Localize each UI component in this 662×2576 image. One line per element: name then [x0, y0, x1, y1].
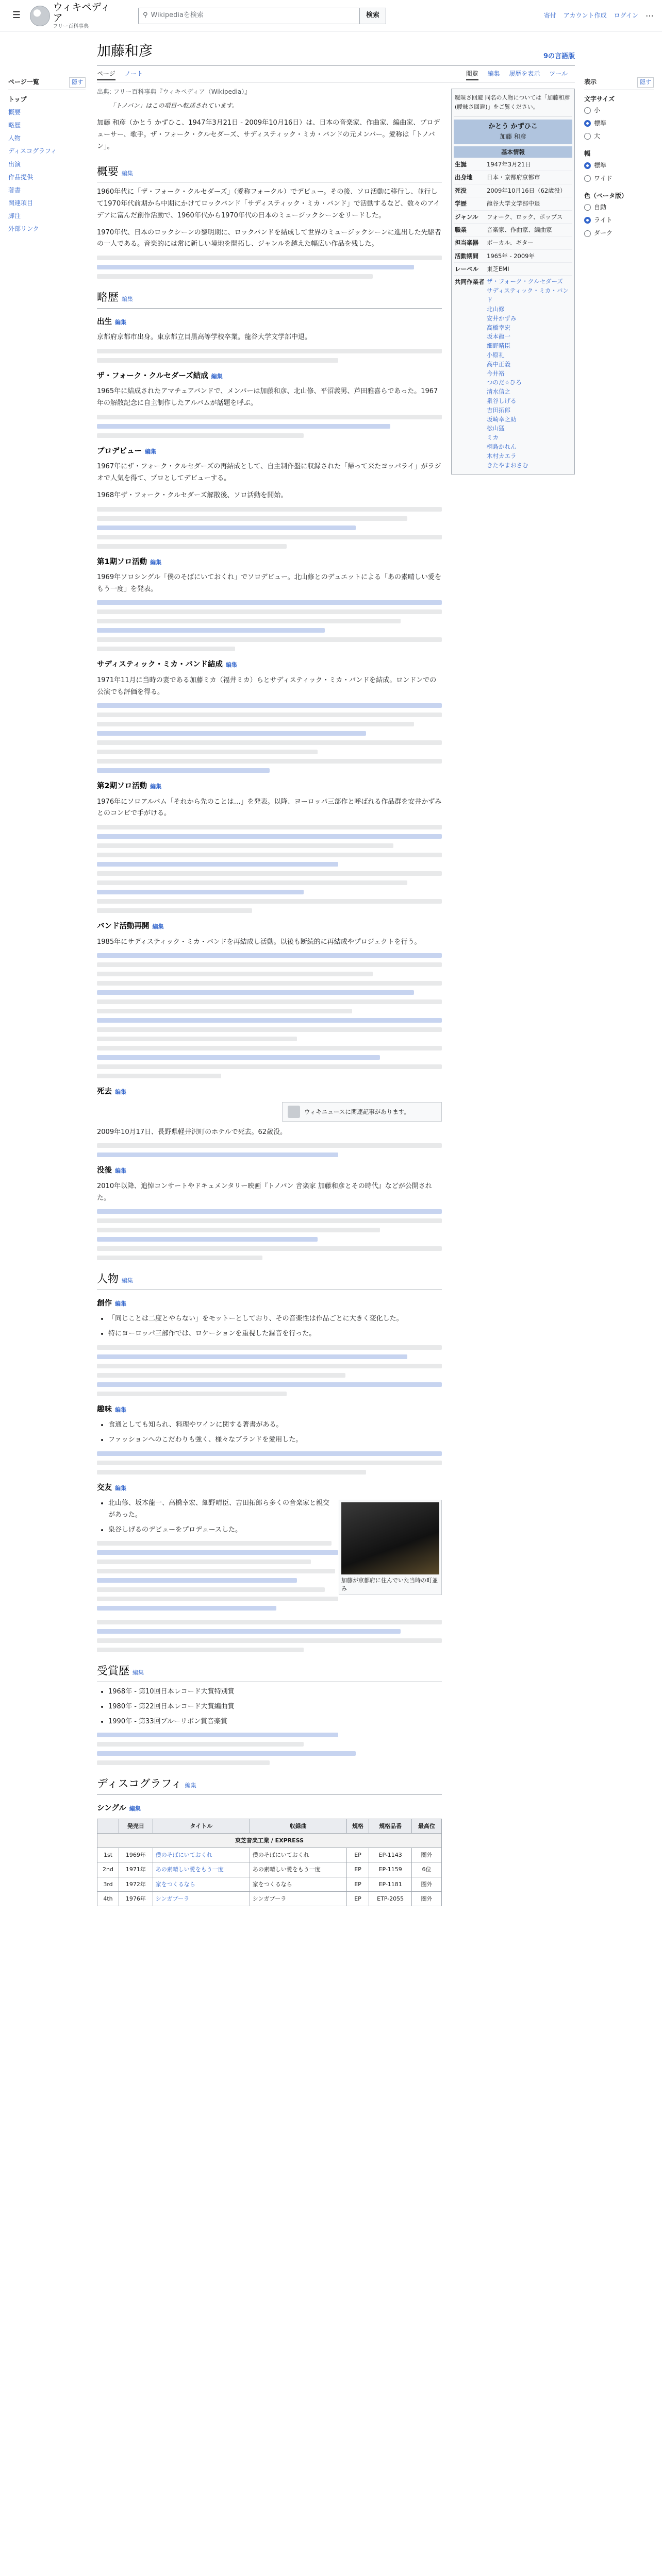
radio-icon — [584, 107, 591, 114]
edit-link[interactable]: 編集 — [211, 373, 223, 380]
infobox — [451, 89, 575, 474]
tab-history[interactable]: 履歴を表示 — [509, 70, 540, 78]
section-title: 概要 — [97, 165, 119, 178]
edit-link[interactable]: 編集 — [115, 1089, 126, 1096]
list-item: • 食通としても知られ、料理やワインに関する著書がある。 — [108, 1419, 442, 1431]
table-cell: 圏外 — [412, 1877, 442, 1891]
table-row — [97, 1848, 442, 1862]
text-size-option[interactable]: 大 — [584, 130, 654, 143]
list-item: • 1980年 - 第22回日本レコード大賞編曲賞 — [108, 1701, 442, 1713]
wikinews-box — [282, 1102, 442, 1122]
subsection-title: プロデビュー — [97, 447, 142, 455]
infobox-subtitle: 加藤 和彦 — [500, 133, 526, 141]
table-cell: シンガプーラ — [250, 1891, 346, 1906]
table-cell: EP-1181 — [369, 1877, 412, 1891]
table-header[interactable]: 規格 — [346, 1819, 369, 1833]
photo-thumbnail[interactable] — [339, 1500, 442, 1595]
radio-selected-icon — [584, 162, 591, 169]
associated-act-link[interactable]: ザ・フォーク・クルセダーズ — [487, 278, 564, 285]
user-links — [544, 9, 654, 23]
paragraph: 2010年以降、追悼コンサートやドキュメンタリー映画『トノバン 音楽家 加藤和彦とその時代』などが公開された。 — [97, 1182, 432, 1202]
login-link[interactable]: ログイン — [614, 11, 638, 19]
subsection-heading — [97, 780, 442, 793]
infobox-key: レーベル — [455, 265, 478, 273]
tab-edit[interactable]: 編集 — [487, 70, 500, 78]
table-header[interactable]: 最高位 — [412, 1819, 442, 1833]
toc-item[interactable]: 概要 — [8, 108, 21, 116]
tab-page[interactable]: ページ — [97, 70, 115, 80]
subsection-title: 創作 — [97, 1299, 112, 1308]
edit-link[interactable]: 編集 — [115, 1300, 126, 1307]
edit-link[interactable]: 編集 — [225, 662, 237, 669]
radio-selected-icon — [584, 120, 591, 127]
associated-act-link[interactable]: ミカ — [487, 434, 499, 442]
search-form — [138, 8, 386, 24]
subsection-title: 交友 — [97, 1483, 112, 1492]
paragraph: 1970年代、日本のロックシーンの黎明期に、ロックバンドを結成して世界のミュージックシーンに進出した先駆者の一人である。音楽的には常に新しい境地を開拓し、ジャンルを越えた幅広い作品を残した。 — [97, 228, 441, 248]
wikipedia-globe-icon — [30, 6, 50, 26]
table-header[interactable]: 発売日 — [119, 1819, 153, 1833]
toc-item[interactable]: 人物 — [8, 134, 21, 142]
infobox-title-kana: かとう かずひこ — [488, 122, 538, 130]
photo-caption: 加藤が京都府に住んでいた当時の町並み — [341, 1577, 438, 1592]
edit-link[interactable]: 編集 — [122, 170, 133, 177]
edit-link[interactable]: 編集 — [152, 923, 164, 930]
toc-hide-button[interactable]: 隠す — [69, 77, 86, 88]
language-button[interactable]: 9の言語版 — [543, 53, 575, 61]
infobox-row — [454, 275, 572, 471]
section-title: ディスコグラフィ — [97, 1777, 182, 1790]
subsection-title: シングル — [97, 1804, 126, 1813]
width-label: 幅 — [584, 150, 591, 158]
search-button[interactable]: 検索 — [360, 8, 386, 24]
table-cell: 家をつくるなら — [250, 1877, 346, 1891]
toc-item[interactable]: 脚注 — [8, 212, 21, 220]
paragraph: 京都府京都市出身。東京都立目黒高等学校卒業。龍谷大学文学部中退。 — [97, 333, 312, 342]
subsection-title: バンド活動再開 — [97, 922, 150, 931]
table-cell: EP — [346, 1877, 369, 1891]
main-menu-icon[interactable]: ☰ — [12, 10, 21, 21]
color-option[interactable]: 自動 — [584, 201, 654, 214]
infobox-row — [454, 262, 572, 275]
create-account-link[interactable]: アカウント作成 — [563, 11, 607, 19]
table-cell: EP-1143 — [369, 1848, 412, 1862]
radio-selected-icon — [584, 217, 591, 224]
infobox-row — [454, 236, 572, 249]
associated-act-link[interactable]: 清水信之 — [487, 388, 510, 396]
radio-icon — [584, 204, 591, 211]
section-heading — [97, 1662, 442, 1682]
toc-item[interactable]: 外部リンク — [8, 225, 39, 233]
radio-icon — [584, 175, 591, 182]
logo-tagline: フリー百科事典 — [53, 23, 89, 29]
table-cell: 4th — [97, 1891, 119, 1906]
from-line: 出典: フリー百科事典『ウィキペディア（Wikipedia）』 — [97, 88, 251, 96]
color-option[interactable]: ライト — [584, 214, 654, 227]
toc-item[interactable]: 出演 — [8, 160, 21, 168]
subsection-heading — [97, 1164, 442, 1177]
infobox-row — [454, 184, 572, 197]
edit-link[interactable]: 編集 — [115, 1406, 126, 1413]
list-item: • 泉谷しげるのデビューをプロデュースした。 — [108, 1524, 442, 1536]
radio-icon — [584, 133, 591, 140]
edit-link[interactable]: 編集 — [129, 1805, 141, 1812]
infobox-value: 2009年10月16日（62歳没） — [487, 187, 566, 194]
section-heading — [97, 1269, 442, 1290]
logo-title: ウィキペディア — [53, 2, 110, 24]
infobox-value: 1965年 - 2009年 — [487, 252, 535, 260]
paragraph: 1960年代に「ザ・フォーク・クルセダーズ」（愛称フォークル）でデビュー。その後、ソロ活動に移行し、並行して1970年代前期から中期にかけてロックバンド「サディスティック・ミカ・バンド」で活動するなど、数々のアイデアに富んだ創作活動で、1960年代から1970年代の日本のミュージックシーンをリードした。 — [97, 188, 440, 219]
table-row — [97, 1862, 442, 1877]
infobox-value[interactable]: 日本・京都府京都市 — [487, 174, 540, 181]
infobox-title — [454, 120, 572, 144]
redirect-note: 「トノバン」はこの項目へ転送されています。 — [109, 102, 238, 110]
paragraph: 1976年にソロアルバム「それから先のことは…」を発表。以降、ヨーロッパ三部作と呼ばれる作品群を安井かずみとのコンビで手がける。 — [97, 798, 442, 818]
subsection-heading — [97, 370, 442, 383]
paragraph: 1985年にサディスティック・ミカ・バンドを再結成し活動。以後も断続的に再結成やプロジェクトを行う。 — [97, 938, 421, 946]
infobox-row — [454, 223, 572, 236]
paragraph: 1969年ソロシングル「僕のそばにいておくれ」でソロデビュー。北山修とのデュエットによる「あの素晴しい愛をもう一度」を発表。 — [97, 573, 441, 593]
edit-link[interactable]: 編集 — [122, 296, 133, 303]
table-row — [97, 1891, 442, 1906]
tab-talk[interactable]: ノート — [124, 70, 143, 78]
search-icon: ⚲ — [143, 11, 148, 20]
edit-link[interactable]: 編集 — [115, 1484, 126, 1492]
toc-item[interactable]: 著書 — [8, 186, 21, 194]
edit-link[interactable]: 編集 — [115, 318, 126, 326]
infobox-section-label: 基本情報 — [454, 146, 572, 158]
subsection-title: 没後 — [97, 1166, 112, 1175]
site-logo[interactable] — [30, 2, 118, 29]
subsection-heading — [97, 658, 442, 671]
infobox-key: 担当楽器 — [455, 239, 478, 247]
table-cell: 圏外 — [412, 1891, 442, 1906]
section-heading — [97, 1774, 442, 1795]
subsection-title: 出生 — [97, 317, 112, 326]
list-item: • 特にヨーロッパ三部作では、ロケーションを重視した録音を行った。 — [108, 1328, 442, 1340]
section-title: 受賞歴 — [97, 1665, 129, 1677]
toc-item[interactable]: トップ — [8, 95, 27, 103]
search-input[interactable] — [138, 8, 360, 24]
associated-act-link[interactable]: つのだ☆ひろ — [487, 379, 522, 386]
page-body — [0, 32, 662, 1906]
toc-item[interactable]: 作品提供 — [8, 173, 34, 181]
associated-act-link[interactable]: きたやまおさむ — [487, 461, 528, 469]
infobox-key: 活動期間 — [455, 252, 478, 260]
text-size-option[interactable]: 標準 — [584, 117, 654, 130]
tab-read[interactable]: 閲覧 — [466, 70, 478, 80]
subsection-heading — [97, 1086, 442, 1098]
subsection-title: 死去 — [97, 1088, 112, 1096]
associated-act-link[interactable]: 高中正義 — [487, 360, 510, 368]
associated-act-link[interactable]: 小原礼 — [487, 351, 505, 359]
search-placeholder: Wikipediaを検索 — [151, 11, 204, 20]
infobox-value[interactable]: 龍谷大学文学部中退 — [487, 200, 540, 208]
subsection-heading — [97, 920, 442, 933]
intro-paragraph: 加藤 和彦（かとう かずひこ、1947年3月21日 - 2009年10月16日）は、日本の音楽家、作曲家、編曲家、プロデューサー、歌手。ザ・フォーク・クルセダーズ、サディスティック・ミカ・バンドの元メンバー。愛称は「トノバン」。 — [97, 119, 440, 150]
infobox-key: ジャンル — [455, 213, 478, 221]
edit-link[interactable]: 編集 — [115, 1167, 126, 1175]
table-cell: 1971年 — [119, 1862, 153, 1877]
table-row — [97, 1877, 442, 1891]
associated-act-link[interactable]: 今井裕 — [487, 369, 505, 377]
width-option[interactable]: 標準 — [584, 159, 654, 172]
paragraph: 1968年ザ・フォーク・クルセダーズ解散後、ソロ活動を開始。 — [97, 491, 288, 499]
table-cell: 2nd — [97, 1862, 119, 1877]
disambiguation-notice: 曖昧さ回避 同名の人物については「加藤和彦 (曖昧さ回避)」をご覧ください。 — [454, 91, 572, 116]
table-header — [97, 1819, 119, 1833]
subsection-heading — [97, 1482, 442, 1495]
paragraph: 1967年にザ・フォーク・クルセダーズの再結成として、自主制作盤に収録された「帰って来たヨッパライ」がラジオで人気を得て、プロとしてデビューする。 — [97, 463, 441, 482]
associated-act-link[interactable]: 細野晴臣 — [487, 342, 510, 350]
table-cell: 僕のそばにいておくれ — [250, 1848, 346, 1862]
subsection-title: 趣味 — [97, 1405, 112, 1414]
paragraph: 1965年に結成されたアマチュアバンドで、メンバーは加藤和彦、北山修、平沼義男、芦田雅喜らであった。1967年の解散記念に自主制作したアルバムが話題を呼ぶ。 — [97, 387, 438, 408]
subsection-title: 第1期ソロ活動 — [97, 557, 147, 566]
table-of-contents — [8, 32, 86, 1906]
subsection-heading — [97, 1802, 442, 1815]
toc-item[interactable]: 関連項目 — [8, 199, 34, 207]
article-body — [97, 87, 442, 1906]
associated-act-link[interactable]: 安井かずみ — [487, 314, 517, 322]
associated-act-link[interactable]: 吉田拓郎 — [487, 406, 510, 414]
table-cell: EP — [346, 1862, 369, 1877]
table-cell[interactable]: 家をつくるなら — [153, 1877, 250, 1891]
table-cell: 3rd — [97, 1877, 119, 1891]
appearance-hide-button[interactable]: 隠す — [637, 77, 654, 88]
infobox-value[interactable]: 音楽家、作曲家、編曲家 — [487, 226, 552, 233]
table-header[interactable]: 規格品番 — [369, 1819, 412, 1833]
infobox-key: 共同作業者 — [455, 278, 485, 286]
table-cell: 1972年 — [119, 1877, 153, 1891]
infobox-row — [454, 249, 572, 262]
table-cell: 1976年 — [119, 1891, 153, 1906]
associated-act-link[interactable]: 北山修 — [487, 305, 505, 313]
infobox-value[interactable]: フォーク、ロック、ポップス — [487, 213, 563, 221]
table-cell: 1969年 — [119, 1848, 153, 1862]
subsection-title: サディスティック・ミカ・バンド結成 — [97, 660, 223, 669]
edit-link[interactable]: 編集 — [145, 448, 156, 455]
toc-heading: ページ一覧 — [8, 78, 39, 86]
associated-act-link[interactable]: 坂本龍一 — [487, 333, 510, 341]
edit-link[interactable]: 編集 — [122, 1277, 133, 1284]
site-header — [0, 0, 662, 32]
table-cell: EP — [346, 1848, 369, 1862]
radio-icon — [584, 230, 591, 237]
subsection-heading — [97, 1403, 442, 1416]
list-item: • 1990年 - 第33回ブルーリボン賞音楽賞 — [108, 1716, 442, 1728]
page-tabs — [97, 66, 575, 82]
list-item: • ファッションへのこだわりも強く、様々なブランドを愛用した。 — [108, 1434, 442, 1446]
table-header[interactable]: タイトル — [153, 1819, 250, 1833]
toc-item[interactable]: 略歴 — [8, 121, 21, 129]
table-section-label: 東芝音楽工業 / EXPRESS — [97, 1833, 442, 1848]
more-options-icon[interactable]: ⋯ — [646, 10, 654, 21]
section-title: 人物 — [97, 1273, 119, 1285]
list-item: • 「同じことは二度とやらない」をモットーとしており、その音楽性は作品ごとに大きく変化した。 — [108, 1313, 442, 1325]
associated-act-link[interactable]: 木村カエラ — [487, 452, 517, 460]
edit-link[interactable]: 編集 — [133, 1669, 144, 1676]
paragraph: 1971年11月に当時の妻である加藤ミカ（福井ミカ）らとサディスティック・ミカ・バンドを結成。ロンドンでの公演でも評価を得る。 — [97, 676, 437, 696]
edit-link[interactable]: 編集 — [150, 558, 162, 566]
infobox-key: 職業 — [455, 226, 467, 233]
edit-link[interactable]: 編集 — [185, 1782, 196, 1789]
infobox-value[interactable]: ボーカル、ギター — [487, 239, 534, 247]
toc-item[interactable]: ディスコグラフィ — [8, 147, 57, 155]
edit-link[interactable]: 編集 — [150, 783, 162, 790]
table-header[interactable]: 収録曲 — [250, 1819, 346, 1833]
text-size-option[interactable]: 小 — [584, 104, 654, 117]
table-cell[interactable]: あの素晴しい愛をもう一度 — [153, 1862, 250, 1877]
table-cell[interactable]: シンガプーラ — [153, 1891, 250, 1906]
text-size-label: 文字サイズ — [584, 95, 615, 103]
list-item: • 北山修、坂本龍一、高橋幸宏、細野晴臣、吉田拓郎ら多くの音楽家と親交があった。 — [108, 1498, 442, 1521]
subsection-heading — [97, 316, 442, 329]
infobox-row — [454, 197, 572, 210]
singles-table — [97, 1819, 442, 1907]
subsection-heading — [97, 445, 442, 458]
infobox-key: 出身地 — [455, 174, 473, 181]
infobox-value[interactable]: 1947年3月21日 — [487, 160, 531, 168]
main-content — [86, 32, 584, 1906]
associated-act-link[interactable]: 坂崎幸之助 — [487, 415, 517, 423]
table-cell: EP-1159 — [369, 1862, 412, 1877]
associated-act-link[interactable]: 松山猛 — [487, 425, 505, 432]
appearance-heading: 表示 — [584, 78, 597, 86]
associated-act-link[interactable]: 泉谷しげる — [487, 397, 517, 405]
infobox-row — [454, 210, 572, 223]
associated-act-link[interactable]: 桐島かれん — [487, 443, 517, 451]
infobox-row — [454, 158, 572, 171]
table-cell: 1st — [97, 1848, 119, 1862]
page-title: 加藤和彦 — [97, 43, 153, 59]
infobox-key: 学歴 — [455, 200, 467, 208]
table-cell: 圏外 — [412, 1848, 442, 1862]
appearance-panel — [584, 32, 654, 1906]
subsection-heading — [97, 1297, 442, 1310]
infobox-key: 死没 — [455, 187, 467, 194]
wikinews-text: ウィキニュースに関連記事があります。 — [304, 1108, 410, 1115]
donate-link[interactable]: 寄付 — [543, 11, 556, 19]
infobox-row — [454, 171, 572, 183]
table-cell: EP — [346, 1891, 369, 1906]
subsection-title: ザ・フォーク・クルセダーズ結成 — [97, 372, 208, 380]
table-cell: 6位 — [412, 1862, 442, 1877]
width-option[interactable]: ワイド — [584, 172, 654, 185]
section-title: 略歴 — [97, 291, 119, 304]
tab-tools[interactable]: ツール — [549, 70, 568, 78]
paragraph: 2009年10月17日、長野県軽井沢町のホテルで死去。62歳没。 — [97, 1128, 287, 1136]
subsection-heading — [97, 556, 442, 569]
wikinews-icon — [288, 1106, 300, 1118]
infobox-key: 生誕 — [455, 160, 467, 168]
table-cell: ETP-2055 — [369, 1891, 412, 1906]
color-option[interactable]: ダーク — [584, 227, 654, 240]
associated-acts-list — [487, 277, 571, 470]
associated-act-link[interactable]: 高橋幸宏 — [487, 324, 510, 331]
list-item: • 1968年 - 第10回日本レコード大賞特別賞 — [108, 1686, 442, 1698]
associated-act-link[interactable]: サディスティック・ミカ・バンド — [487, 287, 569, 304]
section-heading — [97, 162, 442, 183]
color-label: 色（ベータ版） — [584, 192, 628, 199]
table-cell: あの素晴しい愛をもう一度 — [250, 1862, 346, 1877]
street-photo — [341, 1502, 439, 1574]
infobox-value[interactable]: 東芝EMI — [487, 265, 509, 273]
section-heading — [97, 288, 442, 309]
subsection-title: 第2期ソロ活動 — [97, 782, 147, 791]
table-cell[interactable]: 僕のそばにいておくれ — [153, 1848, 250, 1862]
